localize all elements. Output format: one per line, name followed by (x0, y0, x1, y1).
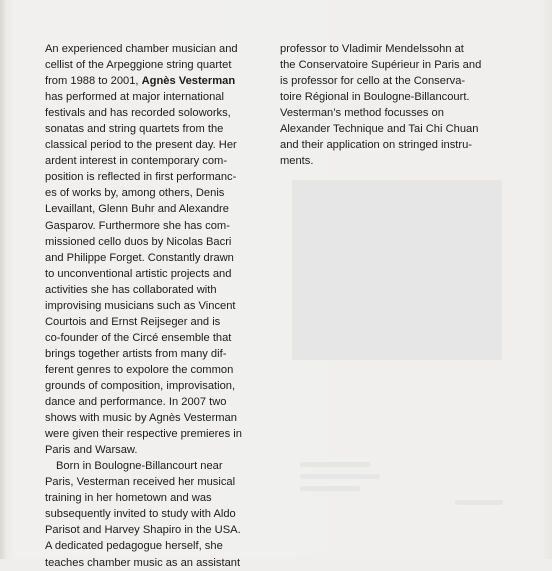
text-line: ferent genres to expolore the common (45, 363, 234, 376)
text-line: Born in Boulogne-Billancourt near (56, 460, 223, 473)
show-through-caption (300, 474, 380, 479)
biography-column-left (45, 41, 273, 571)
text-line: position is reflected in first performanc- (45, 171, 237, 184)
text-line: Courtois and Ernst Reijseger and is (45, 315, 221, 328)
text-line: training in her hometown and was (45, 492, 212, 505)
text-line: Vesterman’s method focusses on (280, 107, 444, 120)
text-line: co-founder of the Circé ensemble that (45, 331, 232, 344)
text-line: Gasparov. Furthermore she has com- (45, 219, 230, 232)
text-line: A dedicated pedagogue herself, she (45, 540, 223, 553)
text-line (45, 73, 273, 89)
text-line: missioned cello duos by Nicolas Bacri (45, 235, 232, 248)
text-line: were given their respective premieres in (45, 428, 242, 441)
text-line: es of works by, among others, Denis (45, 187, 225, 200)
text-line: improvising musicians such as Vincent (45, 299, 236, 312)
text-line: Paris and Warsaw. (45, 444, 138, 457)
text-line: shows with music by Agnès Vesterman (45, 412, 237, 425)
page-fold-shadow (0, 0, 6, 559)
text-line: teaches chamber music as an assistant (45, 556, 241, 569)
text-line: Levaillant, Glenn Buhr and Alexandre (45, 203, 229, 216)
text-line: the Conservatoire Supérieur in Paris and (280, 59, 482, 72)
text-line: to unconventional artistic projects and (45, 267, 232, 280)
text-line: has performed at major international (45, 91, 224, 104)
text-line: cellist of the Arpeggione string quartet (45, 59, 232, 72)
text-line: ments. (280, 155, 314, 168)
text-line: Paris, Vesterman received her musical (45, 476, 236, 489)
text-line: grounds of composition, improvisation, (45, 379, 236, 392)
text-line: is professor for cello at the Conserva- (280, 75, 466, 88)
text-line: and Philippe Forget. Constantly drawn (45, 251, 234, 264)
text-line: Alexander Technique and Tai Chi Chuan (280, 123, 479, 136)
text-line: dance and performance. In 2007 two (45, 396, 227, 409)
text-line: activities she has collaborated with (45, 283, 217, 296)
show-through-block (292, 180, 502, 360)
show-through-caption (300, 462, 370, 467)
text-line: professor to Vladimir Mendelssohn at (280, 43, 464, 55)
text-line: subsequently invited to study with Aldo (45, 508, 236, 521)
text-line: ardent interest in contemporary com- (45, 155, 228, 168)
text-line: brings together artists from many dif- (45, 347, 227, 360)
text-line: and their application on stringed instru- (280, 139, 472, 152)
text-line: festivals and has recorded soloworks, (45, 107, 231, 120)
show-through-caption (300, 486, 360, 491)
biography-column-right (280, 41, 508, 169)
artist-name: Agnès Vesterman (141, 75, 236, 88)
text-line: An experienced chamber musician and (45, 43, 238, 55)
text-run: from 1988 to 2001, (45, 75, 142, 88)
text-line: toire Régional in Boulogne-Billancourt. (280, 91, 470, 104)
text-line: classical period to the present day. Her (45, 139, 237, 152)
text-line: sonatas and string quartets from the (45, 123, 224, 136)
text-line: Parisot and Harvey Shapiro in the USA. (45, 524, 241, 537)
show-through-caption (455, 500, 503, 505)
